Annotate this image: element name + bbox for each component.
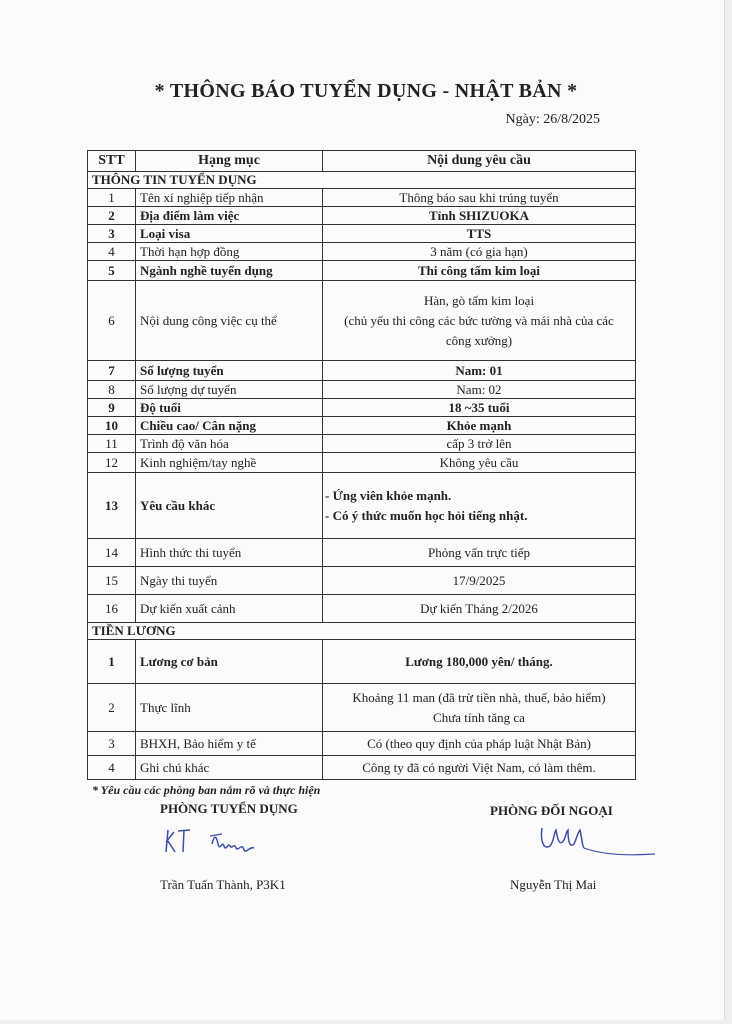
row-content: Thông báo sau khi trúng tuyển — [323, 189, 636, 207]
table-row — [88, 435, 636, 453]
table-row — [88, 261, 636, 281]
row-content: Tỉnh SHIZUOKA — [323, 207, 636, 225]
table-row — [88, 473, 636, 539]
table-row — [88, 539, 636, 567]
content-line: Khoảng 11 man (đã trừ tiền nhà, thuế, bảo hiểm) — [352, 689, 606, 705]
table-row — [88, 399, 636, 417]
content-line: - Có ý thức muốn học hỏi tiếng nhật. — [325, 507, 528, 523]
row-number: 4 — [88, 756, 136, 780]
document-date: Ngày: 26/8/2025 — [505, 112, 600, 127]
row-number: 14 — [88, 539, 136, 567]
right-signature — [530, 818, 660, 864]
row-number: 12 — [88, 453, 136, 473]
left-signer-name: Trần Tuấn Thành, P3K1 — [160, 877, 286, 892]
row-content — [323, 473, 636, 539]
row-item: Tên xí nghiệp tiếp nhận — [136, 189, 323, 207]
table-row — [88, 281, 636, 361]
row-item: Yêu cầu khác — [136, 473, 323, 539]
row-content: 18 ~35 tuổi — [323, 399, 636, 417]
row-item: Ngày thi tuyển — [136, 567, 323, 595]
row-number: 11 — [88, 435, 136, 453]
section-row — [88, 172, 636, 189]
row-number: 15 — [88, 567, 136, 595]
table-row — [88, 361, 636, 381]
row-number: 13 — [88, 473, 136, 539]
row-content: Phỏng vấn trực tiếp — [323, 539, 636, 567]
right-signer-name: Nguyễn Thị Mai — [510, 877, 597, 892]
row-number: 2 — [88, 207, 136, 225]
row-number: 9 — [88, 399, 136, 417]
left-signature — [160, 822, 270, 862]
table-row — [88, 189, 636, 207]
table-row — [88, 381, 636, 399]
row-content: Nam: 01 — [323, 361, 636, 381]
header-item: Hạng mục — [136, 151, 323, 172]
row-number: 8 — [88, 381, 136, 399]
table-row — [88, 243, 636, 261]
row-item: Độ tuổi — [136, 399, 323, 417]
row-content: Khỏe mạnh — [323, 417, 636, 435]
row-item: Lương cơ bản — [136, 640, 323, 684]
row-number: 1 — [88, 189, 136, 207]
row-item: BHXH, Bảo hiểm y tế — [136, 732, 323, 756]
row-content: Dự kiến Tháng 2/2026 — [323, 595, 636, 623]
table-header-row — [88, 151, 636, 172]
row-content: Không yêu cầu — [323, 453, 636, 473]
content-line: (chủ yếu thi công các bức tường và mái nhà của các — [344, 312, 614, 328]
row-item: Nội dung công việc cụ thể — [136, 281, 323, 361]
row-item: Địa điểm làm việc — [136, 207, 323, 225]
content-line: Chưa tính tăng ca — [433, 709, 525, 725]
row-item: Số lượng dự tuyển — [136, 381, 323, 399]
row-number: 5 — [88, 261, 136, 281]
section-title-recruitment: THÔNG TIN TUYỂN DỤNG — [88, 172, 636, 189]
recruitment-table — [87, 150, 636, 780]
row-content: 17/9/2025 — [323, 567, 636, 595]
row-content — [323, 684, 636, 732]
row-item: Loại visa — [136, 225, 323, 243]
row-item: Hình thức thi tuyển — [136, 539, 323, 567]
content-line: - Ứng viên khỏe mạnh. — [325, 487, 452, 503]
row-item: Dự kiến xuất cảnh — [136, 595, 323, 623]
table-row — [88, 207, 636, 225]
table-row — [88, 684, 636, 732]
content-line: công xưởng) — [445, 332, 513, 348]
header-stt: STT — [88, 151, 136, 172]
row-content: Thi công tấm kim loại — [323, 261, 636, 281]
row-content: 3 năm (có gia hạn) — [323, 243, 636, 261]
row-item: Ngành nghề tuyển dụng — [136, 261, 323, 281]
section-row — [88, 623, 636, 640]
row-number: 6 — [88, 281, 136, 361]
row-number: 4 — [88, 243, 136, 261]
external-affairs-department-label: PHÒNG ĐỐI NGOẠI — [490, 803, 613, 818]
row-item: Ghi chú khác — [136, 756, 323, 780]
row-number: 16 — [88, 595, 136, 623]
row-number: 3 — [88, 225, 136, 243]
recruitment-department-label: PHÒNG TUYỂN DỤNG — [160, 801, 298, 816]
row-item: Số lượng tuyển — [136, 361, 323, 381]
instruction-note: * Yêu cầu các phòng ban nắm rõ và thực hiện — [92, 783, 321, 797]
content-line: Hàn, gò tấm kim loại — [423, 292, 535, 308]
page-title: * THÔNG BÁO TUYỂN DỤNG - NHẬT BẢN * — [154, 80, 578, 102]
row-item: Thực lĩnh — [136, 684, 323, 732]
row-content: TTS — [323, 225, 636, 243]
row-item: Thời hạn hợp đồng — [136, 243, 323, 261]
row-content: cấp 3 trở lên — [323, 435, 636, 453]
row-content: Nam: 02 — [323, 381, 636, 399]
row-content: Có (theo quy định của pháp luật Nhật Bản) — [323, 732, 636, 756]
table-row — [88, 756, 636, 780]
row-number: 2 — [88, 684, 136, 732]
table-row — [88, 453, 636, 473]
table-row — [88, 567, 636, 595]
row-content — [323, 281, 636, 361]
row-number: 10 — [88, 417, 136, 435]
table-row — [88, 417, 636, 435]
row-content: Công ty đã có người Việt Nam, có làm thêm. — [323, 756, 636, 780]
table-row — [88, 732, 636, 756]
row-number: 3 — [88, 732, 136, 756]
row-number: 7 — [88, 361, 136, 381]
table-row — [88, 640, 636, 684]
section-title-salary: TIỀN LƯƠNG — [88, 623, 636, 640]
table-row — [88, 595, 636, 623]
header-content: Nội dung yêu cầu — [323, 151, 636, 172]
row-item: Kinh nghiệm/tay nghề — [136, 453, 323, 473]
row-number: 1 — [88, 640, 136, 684]
row-item: Chiều cao/ Cân nặng — [136, 417, 323, 435]
table-row — [88, 225, 636, 243]
row-item: Trình độ văn hóa — [136, 435, 323, 453]
row-content: Lương 180,000 yên/ tháng. — [323, 640, 636, 684]
